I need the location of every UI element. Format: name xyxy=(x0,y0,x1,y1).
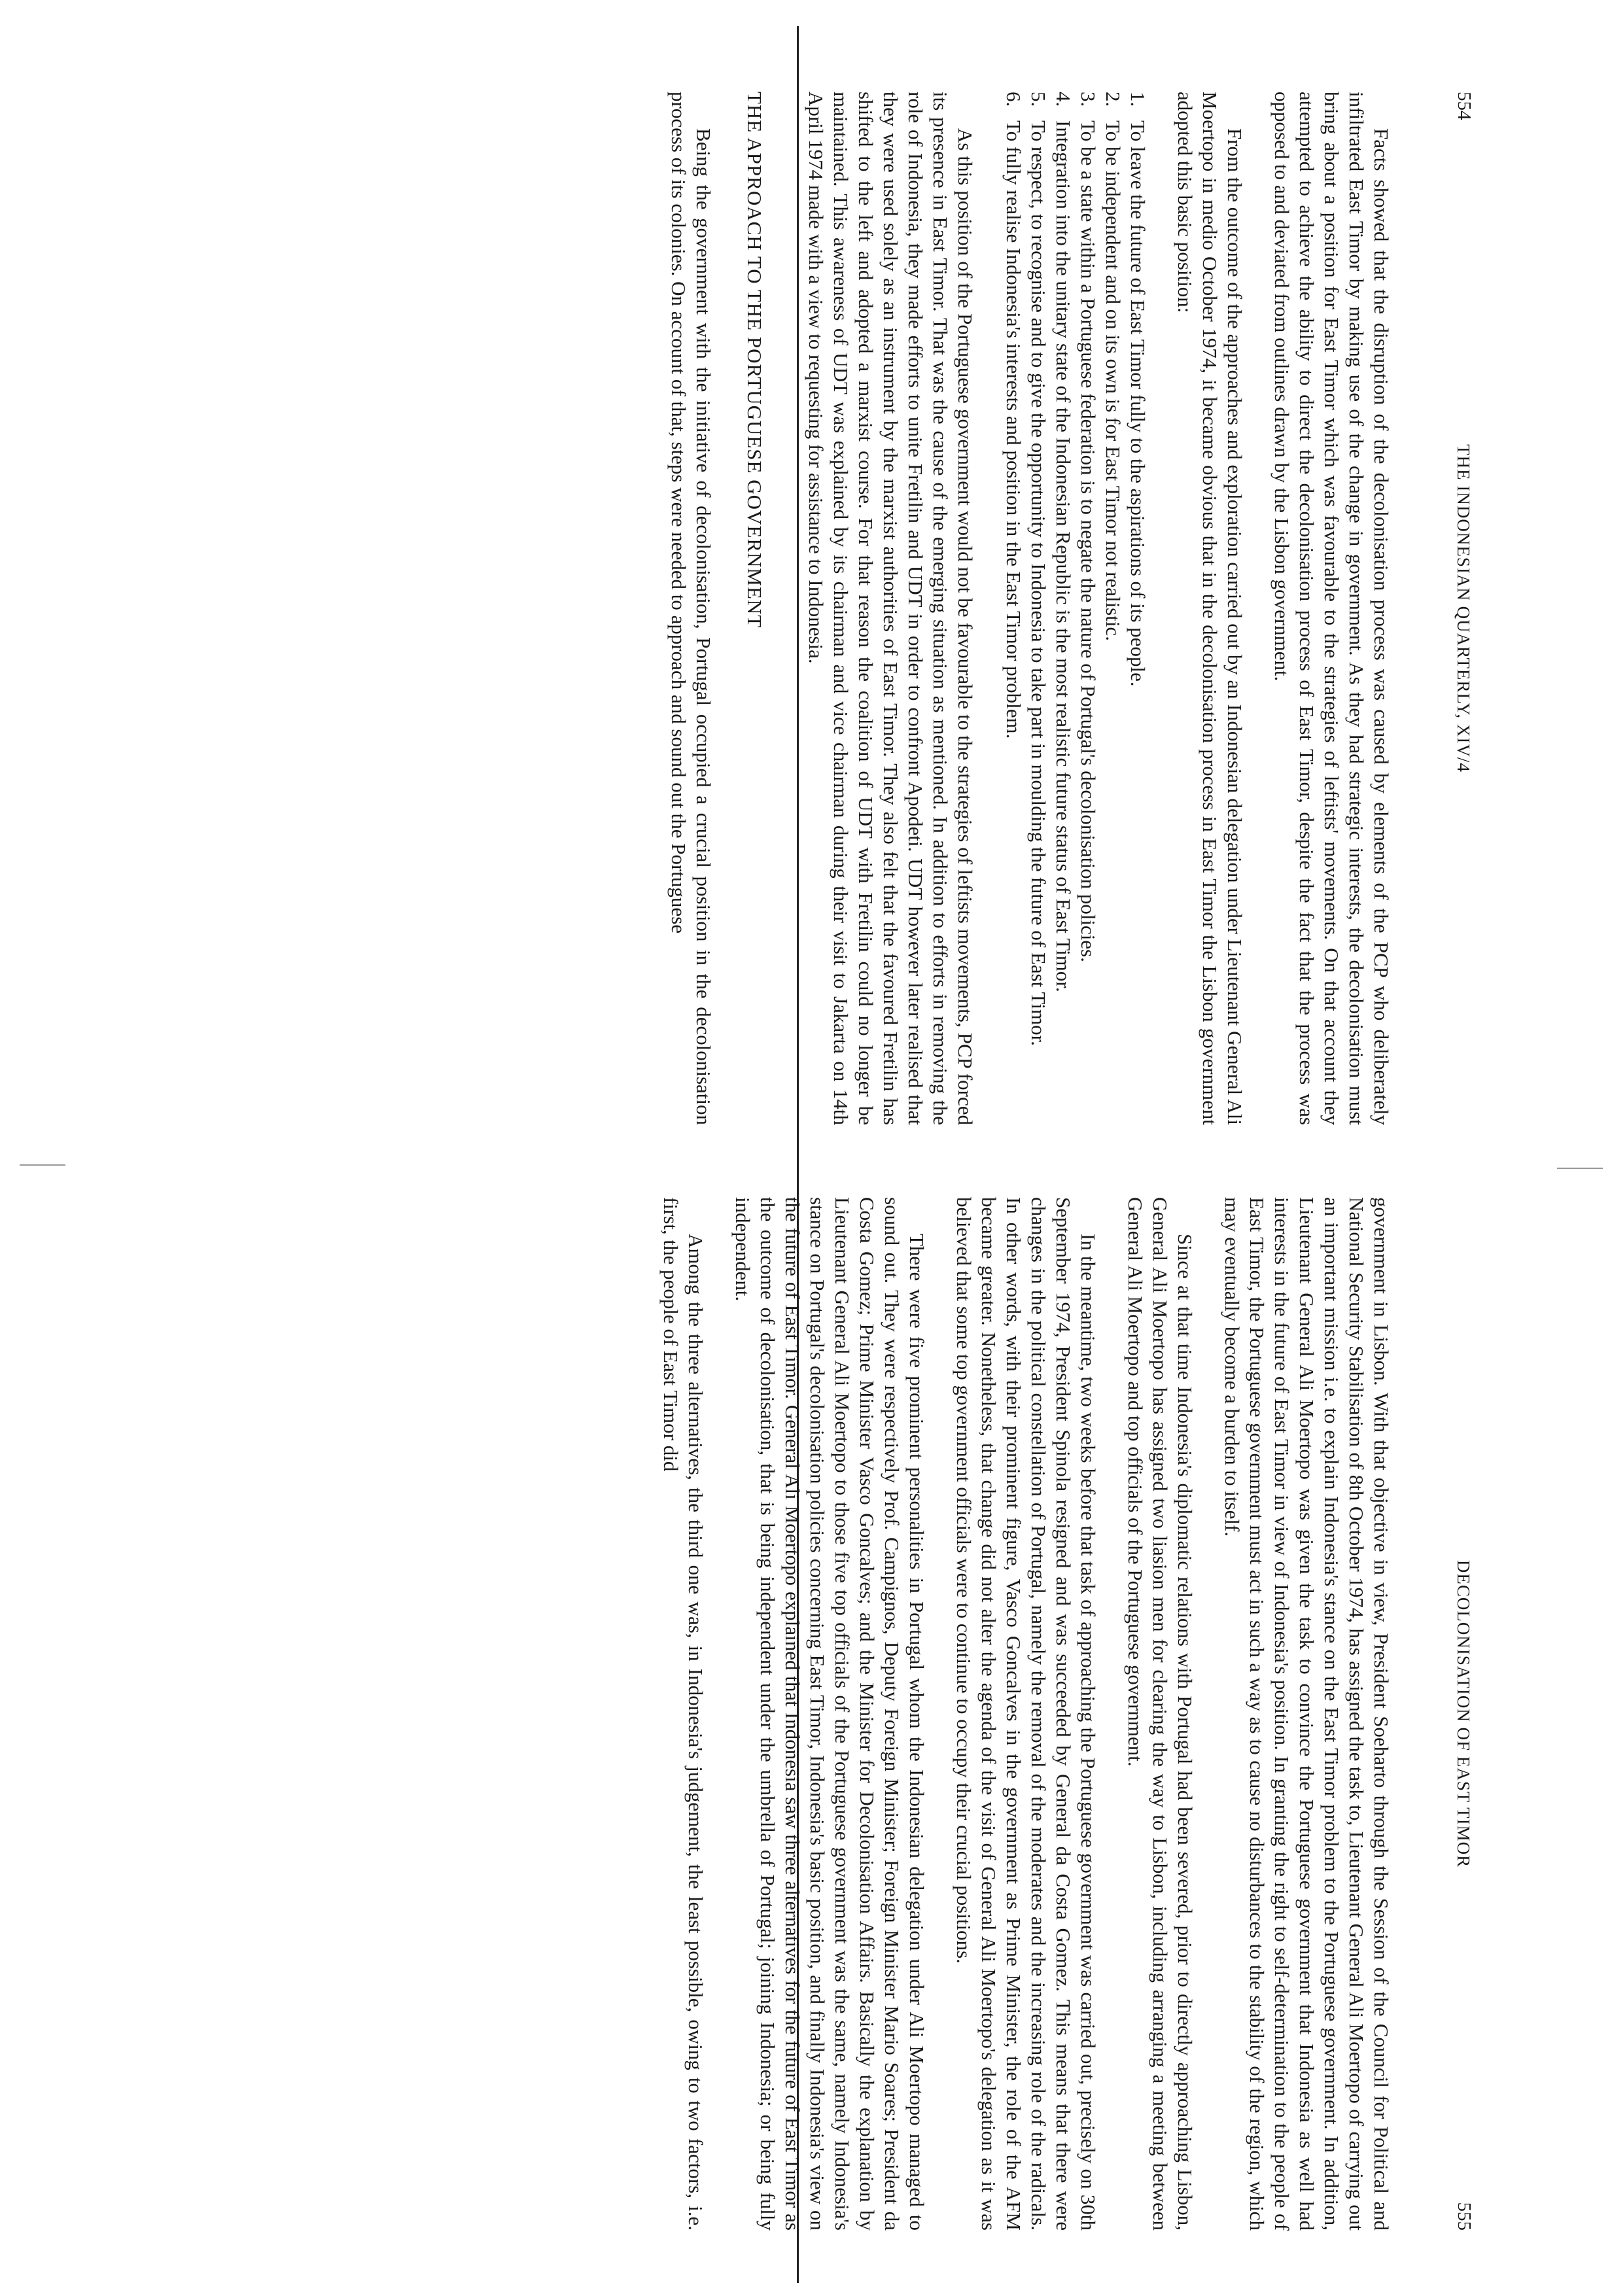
list-number: 5. xyxy=(1027,92,1050,107)
list-text: To fully realise Indonesia's interests and position in the East Timor problem. xyxy=(1002,120,1025,739)
paragraph: Being the government with the initiative of decolonisation, Portugal occupied a crucial position in the decolonisation process of its colonies. On account of that, steps were needed to approach and sound out the Portuguese xyxy=(667,92,715,1125)
paragraph: Since at that time Indonesia's diplomatic relations with Portugal had been severed, prior to directly approaching Lisbon, General Ali Moertopo has assigned two liasion men for clearing the way to Lisbon, including arranging a meeting between General Ali Moertopo and top officials of the Portuguese government. xyxy=(1124,1197,1197,2231)
running-head: THE INDONESIAN QUARTERLY, XIV/4 xyxy=(1454,444,1473,773)
section-heading: THE APPROACH TO THE PORTUGUESE GOVERNMENT xyxy=(743,92,766,629)
page-header xyxy=(1433,92,1479,1125)
list-text: To respect, to recognise and to give the opportunity to Indonesia to take part in moulding the future of East Timor. xyxy=(1027,120,1050,1046)
page-body xyxy=(666,92,1393,1125)
paragraph: government in Lisbon. With that objective in view, President Soeharto through the Session of the Council for Political and National Security Stabilisation of 8th October 1974, has assigned the task to, Lieutenant General Ali Moertopo of carrying out an important mission i.e. to explain Indonesia's stance on the East Timor problem to the Portuguese government. In addition, Lieutenant General Ali Moertopo was given the task to convince the Portuguese government that Indonesia as well had interests in the future of East Timor in view of Indonesia's position. In granting the right to self-determination to the people of East Timor, the Portuguese government must act in such a way as to cause no disturbances to the stability of the region, which may eventually become a burden to itself. xyxy=(1221,1197,1393,2231)
list-number: 2. xyxy=(1102,92,1125,107)
list-number: 3. xyxy=(1077,92,1100,107)
list-item xyxy=(1125,92,1150,1125)
list-item xyxy=(1001,92,1026,1125)
list-item xyxy=(1100,92,1125,1125)
list-number: 4. xyxy=(1052,92,1075,107)
list-text: To be a state within a Portuguese federation is to negate the nature of Portugal's decolonisation policies. xyxy=(1077,120,1100,962)
list-number: 6. xyxy=(1002,92,1025,107)
paragraph: Among the three alternatives, the third one was, in Indonesia's judgement, the least possible, owing to two factors, i.e. first, the people of East Timor did xyxy=(659,1197,707,2231)
list-number: 1. xyxy=(1127,92,1149,107)
list-text: Integration into the unitary state of the Indonesian Republic is the most realistic future status of East Timor. xyxy=(1052,120,1075,992)
right-page xyxy=(0,1197,1479,2231)
paragraph: There were five prominent personalities in Portugal whom the Indonesian delegation under Ali Moertopo managed to sound out. They were respectively Prof. Campignos, Deputy Foreign Minister; Foreign Minister Mario Soares; President da Costa Gomez; Prime Minister Vasco Goncalves; and the Minister for Decolonisation Affairs. Basically the explanation by Lieutenant General Ali Moertopo to those five top officials of the Portuguese government was the same, namely Indonesia's stance on Portugal's decolonisation policies concerning East Timor, Indonesia's basic position, and finally Indonesia's view on the future of East Timor. General Ali Moertopo explained that Indonesia saw three alternatives for the future of East Timor as the outcome of decolonisation, that is being independent under the umbrella of Portugal; joining Indonesia; or being fully independent. xyxy=(731,1197,928,2231)
page-number: 554 xyxy=(1454,92,1475,120)
page-body xyxy=(658,1197,1393,2231)
list-text: To leave the future of East Timor fully to the aspirations of its people. xyxy=(1127,120,1149,687)
paragraph: From the outcome of the approaches and exploration carried out by an Indonesian delegation under Lieutenant General Ali Moertopo in medio October 1974, it became obvious that in the decolonisation process in East Timor the Lisbon government adopted this basic position: xyxy=(1174,92,1246,1125)
scan-mark xyxy=(1557,1168,1603,1169)
scan-mark xyxy=(20,1164,65,1166)
list-item xyxy=(1051,92,1076,1125)
list-item xyxy=(1076,92,1100,1125)
list-text: To be independent and on its own is for East Timor not realistic. xyxy=(1102,120,1125,641)
page-header xyxy=(1433,1197,1479,2231)
paragraph: Facts showed that the disruption of the decolonisation process was caused by elements of the PCP who deliberately infiltrated East Timor by making use of the change in government. As they had strategic interests, the decolonisation must bring about a position for East Timor which was favourable to the strategies of leftists' movements. On that account they attempted to achieve the ability to direct the decolonisation process of East Timor, despite the fact that the process was opposed to and deviated from outlines drawn by the Lisbon government. xyxy=(1270,92,1393,1125)
position-list xyxy=(1001,92,1150,1125)
running-head: DECOLONISATION OF EAST TIMOR xyxy=(1454,1559,1473,1868)
left-page xyxy=(0,92,1479,1125)
paragraph: In the meantime, two weeks before that task of approaching the Portuguese government was carried out, precisely on 30th September 1974, President Spinola resigned and was succeeded by General da Costa Gomez. This means that there were changes in the political constellation of Portugal, namely the removal of the moderates and the increasing role of the radicals. In other words, with their prominent figure, Vasco Goncalves in the government as Prime Minister, the role of the AFM became greater. Nonetheless, that change did not alter the agenda of the visit of General Ali Moertopo's delegation as it was believed that some top government officials were to continue to occupy their crucial positions. xyxy=(953,1197,1100,2231)
list-item xyxy=(1026,92,1051,1125)
page-number: 555 xyxy=(1454,2202,1475,2231)
paragraph: As this position of the Portuguese government would not be favourable to the strategies of leftists movements, PCP forced its presence in East Timor. That was the cause of the emerging situation as mentioned. In addition to efforts in removing the role of Indonesia, they made efforts to unite Fretilin and UDT in order to confront Apodeti. UDT however later realised that they were used solely as an instrument by the marxist authorities of East Timor. They also felt that the favoured Fretilin has shifted to the left and adopted a marxist course. For that reason the coalition of UDT with Fretilin could no longer be maintained. This awareness of UDT was explained by its chairman and vice chairman during their visit to Jakarta on 14th April 1974 made with a view to requesting for assistance to Indonesia. xyxy=(805,92,977,1125)
